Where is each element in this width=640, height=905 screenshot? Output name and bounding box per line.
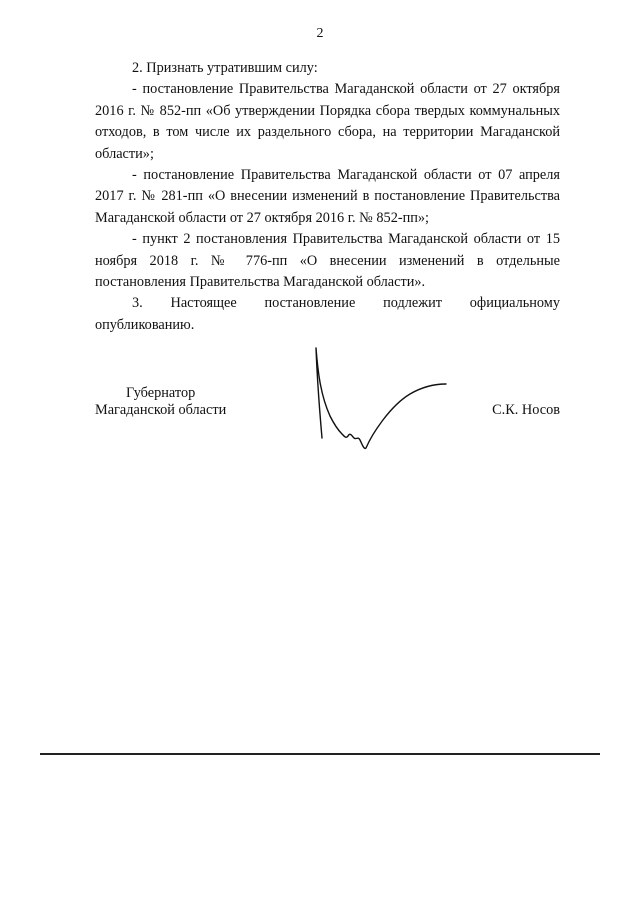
paragraph-repeal-852: - постановление Правительства Магаданской области от 27 октября 2016 г. № 852-пп «Об утверждении Порядка сбора твердых коммунальных отходов, в том числе их раздельного сбора, на территории Магаданской области»; <box>95 81 560 162</box>
paragraph-repeal-281: - постановление Правительства Магаданской области от 07 апреля 2017 г. № 281-пп «О внесении изменений в постановление Правительства Магаданской области от 27 октября 2016 г. № 852-пп»; <box>95 167 560 226</box>
paragraph-item-2: 2. Признать утратившим силу: <box>132 60 318 76</box>
handwritten-signature <box>300 344 460 456</box>
signatory-region: Магаданской области <box>95 402 227 418</box>
paragraph-repeal-776: - пункт 2 постановления Правительства Магаданской области от 15 ноября 2018 г. № 776-пп «О внесении изменений в отдельные постановления Правительства Магаданской области». <box>95 231 560 291</box>
paragraph-item-3: 3. Настоящее постановление подлежит официальному опубликованию. <box>95 295 560 333</box>
bottom-divider <box>40 753 600 755</box>
document-body <box>95 58 560 336</box>
signatory-name: С.К. Носов <box>492 402 560 418</box>
signatory-title: Губернатор <box>126 385 196 401</box>
page-number: 2 <box>316 26 324 41</box>
